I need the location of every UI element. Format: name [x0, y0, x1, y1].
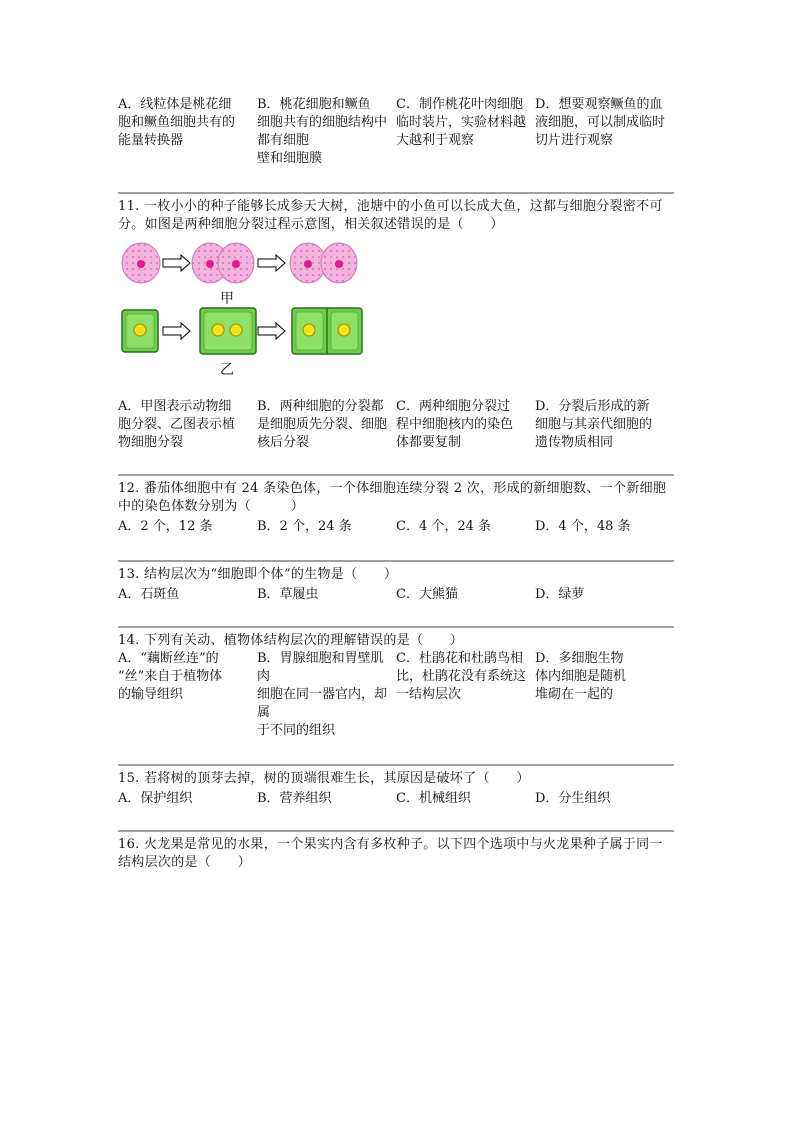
option-c: C．制作桃花叶肉细胞 临时装片，实验材料越 大越利于观察: [396, 97, 527, 148]
question-10-options: [118, 96, 674, 168]
divider: [118, 764, 674, 766]
option-d: D．分裂后形成的新 细胞与其亲代细胞的 遗传物质相同: [535, 399, 653, 450]
option-c: C．两种细胞分裂过 程中细胞核内的染色 体都要复制: [396, 399, 514, 450]
worksheet-page: [118, 96, 674, 872]
option-a: A．保护组织: [118, 791, 193, 806]
animal-cell-stage-1: [122, 243, 160, 283]
option-d: D．想要观察鳜鱼的血 液细胞，可以制成临时 切片进行观察: [535, 97, 666, 148]
arrow-icon: [258, 323, 285, 339]
question-stem: 15. 若将树的顶芽去掉，树的顶端很难生长，其原因是破坏了（ ）: [118, 771, 530, 786]
option-c: C．大熊猫: [396, 587, 458, 602]
option-a: A．线粒体是桃花细 胞和鳜鱼细胞共有的 能量转换器: [118, 97, 236, 148]
options-row: [118, 584, 674, 604]
options-row: [118, 788, 674, 808]
question-stem: 13. 结构层次为“细胞即个体”的生物是（ ）: [118, 567, 398, 582]
option-a: A．石斑鱼: [118, 587, 180, 602]
option-b: B．营养组织: [257, 791, 332, 806]
option-a: A．2 个，12 条: [118, 519, 213, 534]
divider: [118, 474, 674, 476]
question-stem: 12. 番茄体细胞中有 24 条染色体，一个体细胞连续分裂 2 次，形成的新细胞数、一个新细胞中的染色体数分别为（ ）: [118, 481, 667, 514]
plant-cell-stage-3: [292, 308, 362, 354]
option-a: A．“藕断丝连”的 “丝”来自于植物体 的输导组织: [118, 651, 223, 702]
figure-label-jia: 甲: [220, 291, 234, 307]
question-15: [118, 764, 674, 808]
option-d: D．绿萝: [535, 587, 585, 602]
plant-cell-stage-2: [200, 308, 256, 354]
question-stem: 11. 一枚小小的种子能够长成参天大树，池塘中的小鱼可以长成大鱼，这都与细胞分裂密不可分。如图是两种细胞分裂过程示意图，相关叙述错误的是（ ）: [118, 199, 663, 232]
question-stem: 14. 下列有关动、植物体结构层次的理解错误的是（ ）: [118, 633, 464, 648]
arrow-icon: [163, 255, 190, 271]
divider: [118, 560, 674, 562]
option-a: A．甲图表示动物细 胞分裂、乙图表示植 物细胞分裂: [118, 399, 236, 450]
figure-label-yi: 乙: [220, 362, 234, 378]
question-11: [118, 192, 674, 452]
option-d: D．4 个，48 条: [535, 519, 631, 534]
animal-cell-stage-2: [192, 243, 254, 283]
option-b: B．两种细胞的分裂都 是细胞质先分裂、细胞 核后分裂: [257, 399, 388, 450]
plant-cell-stage-1: [122, 310, 158, 352]
cell-division-figure: [118, 242, 378, 392]
option-c: C．杜鹃花和杜鹃鸟相 比，杜鹃花没有系统这 一结构层次: [396, 651, 527, 702]
option-b: B．草履虫: [257, 587, 319, 602]
animal-cell-stage-3: [290, 243, 357, 283]
question-stem: 16. 火龙果是常见的水果，一个果实内含有多枚种子。以下四个选项中与火龙果种子属于同一结构层次的是（ ）: [118, 837, 663, 870]
divider: [118, 830, 674, 832]
divider: [118, 192, 674, 194]
option-b: B．桃花细胞和鳜鱼 细胞共有的细胞结构中都有细胞 壁和细胞膜: [257, 97, 388, 166]
cell-division-diagram: [118, 242, 378, 392]
options-row: [118, 516, 674, 536]
option-c: C．4 个，24 条: [396, 519, 492, 534]
divider: [118, 626, 674, 628]
options-row: [118, 650, 674, 740]
arrow-icon: [258, 255, 285, 271]
option-d: D．分生组织: [535, 791, 611, 806]
question-13: [118, 560, 674, 604]
question-12: [118, 474, 674, 536]
option-b: B．胃腺细胞和胃壁肌肉 细胞在同一器官内，却属 于不同的组织: [257, 651, 388, 738]
question-14: [118, 626, 674, 740]
options-row: [118, 96, 674, 168]
option-b: B．2 个，24 条: [257, 519, 352, 534]
option-d: D．多细胞生物 体内细胞是随机 堆砌在一起的: [535, 651, 627, 702]
question-16: [118, 830, 674, 872]
option-c: C．机械组织: [396, 791, 471, 806]
options-row: [118, 398, 674, 452]
arrow-icon: [163, 323, 190, 339]
